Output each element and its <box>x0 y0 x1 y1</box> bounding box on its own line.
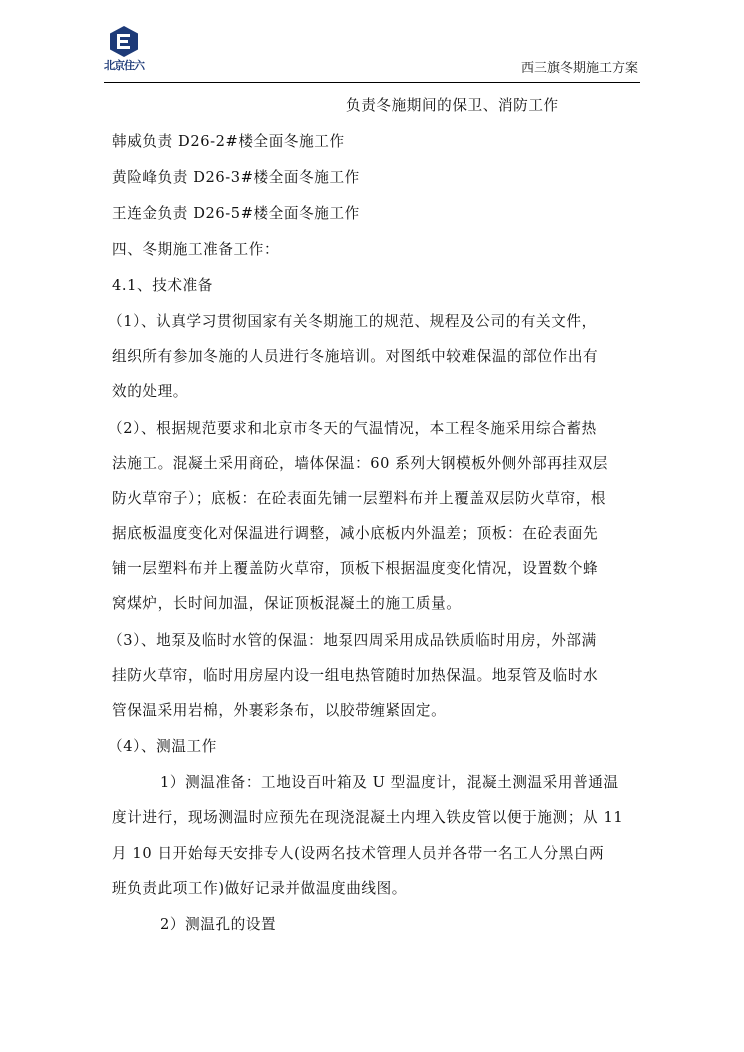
text-line: （1）、认真学习贯彻国家有关冬期施工的规范、规程及公司的有关文件， <box>108 313 597 330</box>
header-divider <box>104 82 640 83</box>
text-line: 管保温采用岩棉，外裹彩条布，以胶带缠紧固定。 <box>112 702 447 719</box>
text-line: 韩威负责 D26-2#楼全面冬施工作 <box>112 133 345 150</box>
text-line: 王连金负责 D26-5#楼全面冬施工作 <box>112 205 360 222</box>
text-line: 组织所有参加冬施的人员进行冬施培训。对图纸中较难保温的部位作出有 <box>112 348 599 365</box>
text-line: （2）、根据规范要求和北京市冬天的气温情况，本工程冬施采用综合蓄热 <box>108 420 597 437</box>
subsection-heading: 4.1、技术准备 <box>112 277 213 294</box>
text-line: 1）测温准备：工地设百叶箱及 U 型温度计，混凝土测温采用普通温 <box>160 774 619 791</box>
text-line: （4）、测温工作 <box>108 738 217 755</box>
text-line: 窝煤炉，长时间加温，保证顶板混凝土的施工质量。 <box>112 595 462 612</box>
text-line: 铺一层塑料布并上覆盖防火草帘，顶板下根据温度变化情况，设置数个蜂 <box>112 560 599 577</box>
text-line: 挂防火草帘，临时用房屋内设一组电热管随时加热保温。地泵管及临时水 <box>112 667 599 684</box>
text-line: 法施工。混凝土采用商砼，墙体保温：60 系列大钢模板外侧外部再挂双层 <box>112 455 609 472</box>
text-line: 效的处理。 <box>112 383 188 400</box>
text-line: 度计进行，现场测温时应预先在现浇混凝土内埋入铁皮管以便于施测；从 11 <box>112 809 624 826</box>
text-line: 负责冬施期间的保卫、消防工作 <box>346 97 559 114</box>
section-heading: 四、冬期施工准备工作： <box>112 241 280 258</box>
text-line: 防火草帘子）；底板：在砼表面先铺一层塑料布并上覆盖双层防火草帘，根 <box>112 490 607 507</box>
text-line: 班负责此项工作)做好记录并做温度曲线图。 <box>112 880 407 897</box>
text-line: 黄险峰负责 D26-3#楼全面冬施工作 <box>112 169 360 186</box>
document-title: 西三旗冬期施工方案 <box>520 61 638 76</box>
logo-text: 北京住六 <box>104 59 144 72</box>
text-line: 2）测温孔的设置 <box>160 916 277 933</box>
company-logo <box>101 26 147 72</box>
text-line: （3）、地泵及临时水管的保温：地泵四周采用成品铁质临时用房，外部满 <box>108 632 597 649</box>
text-line: 据底板温度变化对保温进行调整，减小底板内外温差；顶板：在砼表面先 <box>112 525 599 542</box>
building-logo-icon <box>110 26 138 57</box>
text-line: 月 10 日开始每天安排专人(设两名技术管理人员并各带一名工人分黑白两 <box>112 845 605 862</box>
